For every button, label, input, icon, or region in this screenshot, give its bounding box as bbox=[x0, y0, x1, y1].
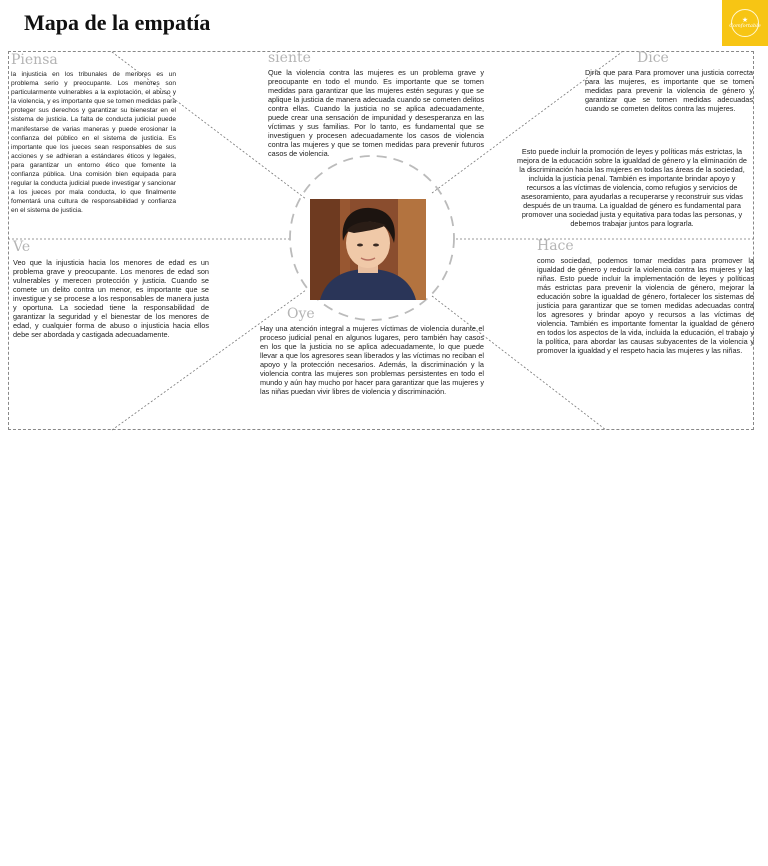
section-heading-dice: Dice bbox=[637, 50, 669, 66]
section-heading-siente: siente bbox=[268, 50, 311, 66]
section-heading-piensa: Piensa bbox=[11, 52, 58, 68]
section-heading-oye: Oye bbox=[287, 306, 315, 322]
section-text-dice: Diría que para Para promover una justicia correcta para las mujeres, es importante que se tomen medidas para prevenir la violencia de género y garantizar que se tomen medidas adecuadas cuando se cometen delitos contra las mujeres. bbox=[585, 68, 753, 113]
section-text-dice-extra: Esto puede incluir la promoción de leyes y políticas más estrictas, la mejora de la educación sobre la igualdad de género y la eliminación de la discriminación hacia las mujeres en todas las áreas de la sociedad, incluida la justicia penal. También es importante brindar apoyo y recursos a las víctimas de violencia, como refugios y servicios de asesoramiento, para ayudarlas a recuperarse y reconstruir sus vidas después de un trauma. La igualdad de género es fundamental para promover una sociedad justa y equitativa para todas las personas, y debemos trabajar juntos para lograrla. bbox=[516, 147, 747, 228]
section-heading-hace: Hace bbox=[537, 238, 574, 254]
section-heading-ve: Ve bbox=[13, 239, 31, 255]
logo-text: Comfortable bbox=[729, 23, 761, 29]
star-icon: ★ bbox=[741, 17, 749, 24]
section-text-siente: Que la violencia contra las mujeres es un problema grave y preocupante en todo el mundo. Es importante que se tomen medidas para garantizar que las mujeres estén seguras y que se aplique la justicia de manera adecuada cuando se cometen delitos contra ellas. Cuando la justicia no se aplica adecuadamente, puede crear una sensación de impunidad y desesperanza en las víctimas y sus familias. Por lo tanto, es fundamental que se investiguen y procesen adecuadamente los casos de violencia contra las mujeres y que se tomen medidas para prevenir futuros casos de violencia. bbox=[268, 68, 484, 158]
section-text-piensa: la injusticia en los tribunales de menores es un problema serio y preocupante. Los menores son particularmente vulnerables a la explotación, el abuso y la violencia, y es importante que se tomen medidas para proteger sus derechos y garantizar su bienestar en el sistema de justicia. La falta de conducta judicial puede manifestarse de varias maneras y puede erosionar la confianza del público en el sistema de justicia. Es importante que los jueces sean responsables de sus acciones y se adhieran a estándares éticos y legales, para garantizar un entorno ético que fomente la confianza pública. Una comisión bien equipada para regular la conducta judicial puede investigar y sancionar a los jueces por mala conducta, lo que finalmente fomentará una cultura de responsabilidad y confianza en el sistema de justicia. bbox=[11, 71, 176, 215]
page-title: Mapa de la empatía bbox=[24, 10, 211, 35]
section-text-oye: Hay una atención integral a mujeres víctimas de violencia durante el proceso judicial penal en algunos lugares, pero también hay casos en los que la justicia no se aplica adecuadamente, lo que puede llevar a que los agresores sean liberados y las víctimas no reciban el apoyo y la protección necesarios. Además, la discriminación y la violencia contra las mujeres son problemas persistentes en todo el mundo y aún hay mucho por hacer para garantizar que las mujeres y las niñas puedan vivir libres de violencia y discriminación. bbox=[260, 324, 484, 396]
section-text-hace: como sociedad, podemos tomar medidas para promover la igualdad de género y reducir la violencia contra las mujeres y las niñas. Esto puede incluir la implementación de leyes y políticas más estrictas para prevenir la violencia de género, mejorar la educación sobre la igualdad de género, fortalecer los sistemas de justicia para garantizar que se tomen medidas adecuadas contra los agresores y brindar apoyo y recursos a las víctimas de violencia. También es importante fomentar la igualdad de género en todos los aspectos de la vida, incluida la educación, el trabajo y la política, para abordar las causas subyacentes de la violencia y promover la igualdad y el respeto hacia las mujeres y las niñas. bbox=[537, 256, 754, 355]
section-text-ve: Veo que la injusticia hacia los menores de edad es un problema grave y preocupante. Los menores de edad son vulnerables y merecen protección y justicia. Cuando se comete un delito contra un menor, es importante que se investigue y se procese a los responsables de manera justa y oportuna. La sociedad tiene la responsabilidad de garantizar la seguridad y el bienestar de los menores de edad, y cualquier forma de abuso o injusticia hacia ellos debe ser abordada y castigada adecuadamente. bbox=[13, 258, 209, 339]
profile-photo bbox=[310, 199, 426, 300]
person-photo-illustration bbox=[310, 199, 426, 300]
